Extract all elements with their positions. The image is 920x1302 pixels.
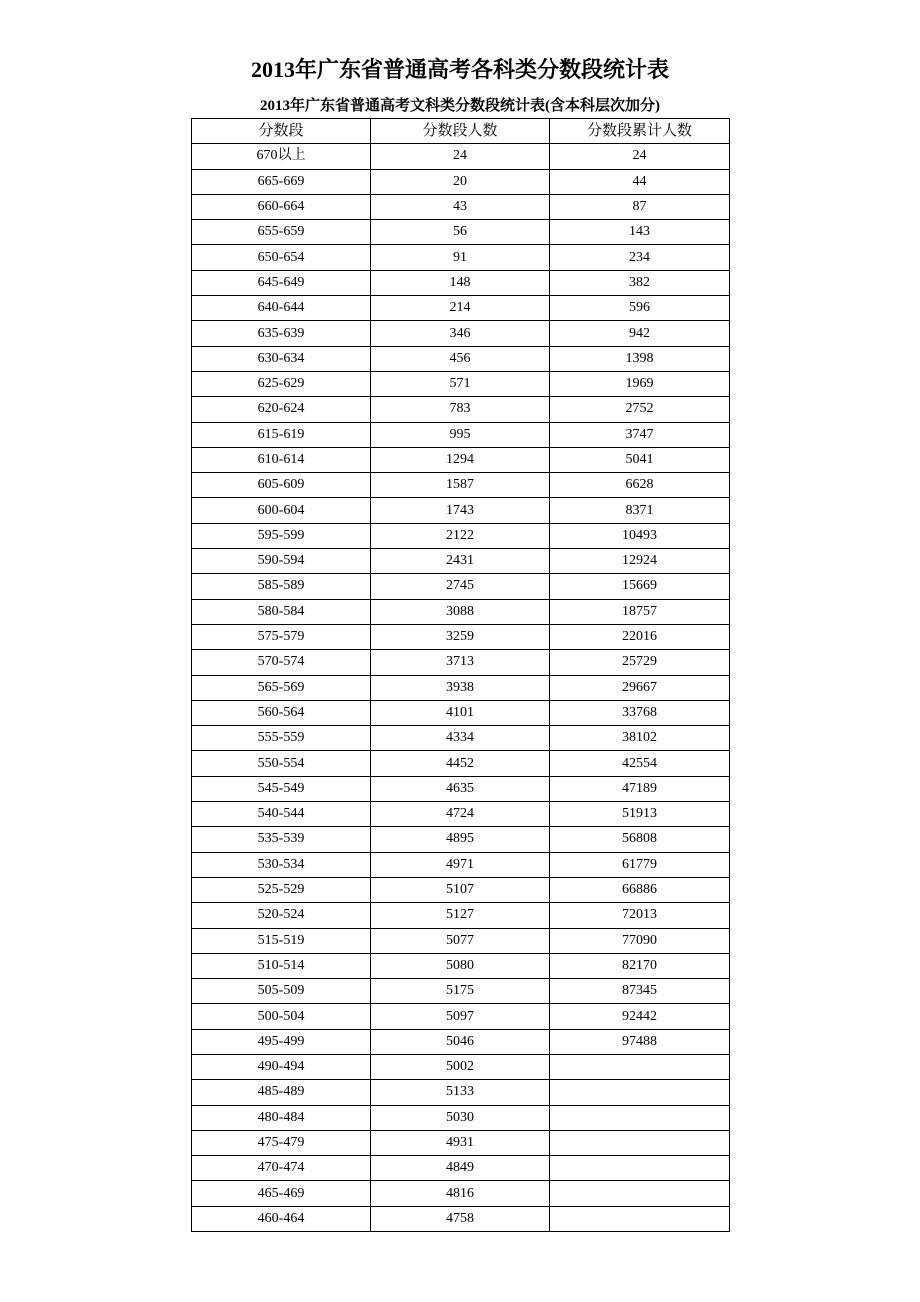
table-row	[192, 1181, 730, 1206]
table-row	[192, 928, 730, 953]
count-cell: 5133	[371, 1080, 550, 1105]
score-range-cell: 665-669	[192, 169, 371, 194]
cumulative-count-cell: 38102	[550, 726, 730, 751]
cumulative-count-cell	[550, 1156, 730, 1181]
count-cell: 43	[371, 194, 550, 219]
count-cell: 4724	[371, 802, 550, 827]
count-cell: 1743	[371, 498, 550, 523]
count-cell: 148	[371, 270, 550, 295]
count-cell: 5077	[371, 928, 550, 953]
table-row	[192, 624, 730, 649]
cumulative-count-cell: 44	[550, 169, 730, 194]
cumulative-count-cell: 47189	[550, 776, 730, 801]
score-range-cell: 630-634	[192, 346, 371, 371]
count-cell: 4931	[371, 1130, 550, 1155]
count-cell: 4895	[371, 827, 550, 852]
score-range-cell: 640-644	[192, 296, 371, 321]
table-row	[192, 498, 730, 523]
table-row	[192, 194, 730, 219]
cumulative-count-cell: 87345	[550, 979, 730, 1004]
cumulative-count-cell: 1969	[550, 371, 730, 396]
score-range-cell: 560-564	[192, 700, 371, 725]
score-range-cell: 595-599	[192, 523, 371, 548]
cumulative-count-cell: 72013	[550, 903, 730, 928]
score-range-cell: 465-469	[192, 1181, 371, 1206]
count-cell: 24	[371, 144, 550, 169]
table-row	[192, 979, 730, 1004]
cumulative-count-cell: 5041	[550, 447, 730, 472]
score-range-cell: 460-464	[192, 1206, 371, 1231]
table-row	[192, 675, 730, 700]
cumulative-count-cell: 6628	[550, 473, 730, 498]
count-cell: 5127	[371, 903, 550, 928]
cumulative-count-cell: 25729	[550, 650, 730, 675]
header-score-range: 分数段	[192, 119, 371, 144]
score-range-cell: 515-519	[192, 928, 371, 953]
score-range-cell: 660-664	[192, 194, 371, 219]
cumulative-count-cell: 51913	[550, 802, 730, 827]
count-cell: 4334	[371, 726, 550, 751]
score-range-cell: 635-639	[192, 321, 371, 346]
score-range-cell: 540-544	[192, 802, 371, 827]
cumulative-count-cell: 596	[550, 296, 730, 321]
score-range-cell: 670以上	[192, 144, 371, 169]
count-cell: 4101	[371, 700, 550, 725]
header-count: 分数段人数	[371, 119, 550, 144]
document-title: 2013年广东省普通高考各科类分数段统计表	[250, 57, 669, 82]
score-range-cell: 500-504	[192, 1004, 371, 1029]
cumulative-count-cell: 3747	[550, 422, 730, 447]
table-row	[192, 726, 730, 751]
score-range-cell: 495-499	[192, 1029, 371, 1054]
table-row	[192, 1004, 730, 1029]
table-row	[192, 700, 730, 725]
cumulative-count-cell: 82170	[550, 953, 730, 978]
score-range-cell: 545-549	[192, 776, 371, 801]
score-range-cell: 600-604	[192, 498, 371, 523]
table-header-row	[192, 119, 730, 144]
count-cell: 2745	[371, 574, 550, 599]
cumulative-count-cell: 2752	[550, 397, 730, 422]
score-range-cell: 590-594	[192, 549, 371, 574]
cumulative-count-cell: 12924	[550, 549, 730, 574]
cumulative-count-cell: 1398	[550, 346, 730, 371]
table-row	[192, 877, 730, 902]
table-row	[192, 144, 730, 169]
count-cell: 1587	[371, 473, 550, 498]
table-row	[192, 650, 730, 675]
score-range-cell: 480-484	[192, 1105, 371, 1130]
count-cell: 783	[371, 397, 550, 422]
cumulative-count-cell: 24	[550, 144, 730, 169]
score-range-cell: 555-559	[192, 726, 371, 751]
score-range-cell: 520-524	[192, 903, 371, 928]
count-cell: 5107	[371, 877, 550, 902]
score-range-cell: 565-569	[192, 675, 371, 700]
count-cell: 5030	[371, 1105, 550, 1130]
count-cell: 20	[371, 169, 550, 194]
table-row	[192, 1130, 730, 1155]
cumulative-count-cell: 66886	[550, 877, 730, 902]
header-cumulative-count: 分数段累计人数	[550, 119, 730, 144]
table-row	[192, 346, 730, 371]
count-cell: 5080	[371, 953, 550, 978]
table-row	[192, 270, 730, 295]
cumulative-count-cell: 22016	[550, 624, 730, 649]
cumulative-count-cell	[550, 1054, 730, 1079]
count-cell: 1294	[371, 447, 550, 472]
cumulative-count-cell: 10493	[550, 523, 730, 548]
table-row	[192, 473, 730, 498]
cumulative-count-cell	[550, 1130, 730, 1155]
score-range-cell: 650-654	[192, 245, 371, 270]
count-cell: 56	[371, 220, 550, 245]
cumulative-count-cell: 29667	[550, 675, 730, 700]
cumulative-count-cell: 15669	[550, 574, 730, 599]
count-cell: 5097	[371, 1004, 550, 1029]
table-row	[192, 903, 730, 928]
table-row	[192, 447, 730, 472]
table-body	[192, 144, 730, 1232]
count-cell: 4635	[371, 776, 550, 801]
score-range-cell: 525-529	[192, 877, 371, 902]
score-range-cell: 605-609	[192, 473, 371, 498]
count-cell: 456	[371, 346, 550, 371]
table-subtitle: 2013年广东省普通高考文科类分数段统计表(含本科层次加分)	[260, 98, 660, 114]
table-row	[192, 523, 730, 548]
table-row	[192, 296, 730, 321]
table-row	[192, 1156, 730, 1181]
table-row	[192, 220, 730, 245]
count-cell: 4452	[371, 751, 550, 776]
cumulative-count-cell	[550, 1206, 730, 1231]
score-range-cell: 485-489	[192, 1080, 371, 1105]
table-row	[192, 397, 730, 422]
cumulative-count-cell: 87	[550, 194, 730, 219]
count-cell: 214	[371, 296, 550, 321]
count-cell: 2431	[371, 549, 550, 574]
count-cell: 995	[371, 422, 550, 447]
score-range-cell: 580-584	[192, 599, 371, 624]
score-range-cell: 575-579	[192, 624, 371, 649]
count-cell: 4849	[371, 1156, 550, 1181]
table-row	[192, 574, 730, 599]
cumulative-count-cell: 143	[550, 220, 730, 245]
table-row	[192, 245, 730, 270]
score-range-cell: 620-624	[192, 397, 371, 422]
cumulative-count-cell	[550, 1105, 730, 1130]
score-range-cell: 530-534	[192, 852, 371, 877]
score-range-cell: 585-589	[192, 574, 371, 599]
cumulative-count-cell: 234	[550, 245, 730, 270]
cumulative-count-cell: 42554	[550, 751, 730, 776]
table-row	[192, 1206, 730, 1231]
count-cell: 3088	[371, 599, 550, 624]
count-cell: 571	[371, 371, 550, 396]
score-distribution-table	[191, 118, 730, 1232]
table-row	[192, 599, 730, 624]
count-cell: 3259	[371, 624, 550, 649]
cumulative-count-cell	[550, 1181, 730, 1206]
score-range-cell: 625-629	[192, 371, 371, 396]
score-range-cell: 645-649	[192, 270, 371, 295]
count-cell: 5002	[371, 1054, 550, 1079]
score-range-cell: 570-574	[192, 650, 371, 675]
table-row	[192, 1105, 730, 1130]
cumulative-count-cell: 61779	[550, 852, 730, 877]
count-cell: 3713	[371, 650, 550, 675]
cumulative-count-cell: 8371	[550, 498, 730, 523]
count-cell: 3938	[371, 675, 550, 700]
score-range-cell: 550-554	[192, 751, 371, 776]
table-row	[192, 751, 730, 776]
cumulative-count-cell: 56808	[550, 827, 730, 852]
table-row	[192, 802, 730, 827]
table-row	[192, 1080, 730, 1105]
cumulative-count-cell: 77090	[550, 928, 730, 953]
table-row	[192, 422, 730, 447]
table-row	[192, 1054, 730, 1079]
cumulative-count-cell: 97488	[550, 1029, 730, 1054]
count-cell: 5046	[371, 1029, 550, 1054]
count-cell: 4816	[371, 1181, 550, 1206]
cumulative-count-cell: 92442	[550, 1004, 730, 1029]
score-range-cell: 655-659	[192, 220, 371, 245]
score-range-cell: 610-614	[192, 447, 371, 472]
score-range-cell: 470-474	[192, 1156, 371, 1181]
table-row	[192, 371, 730, 396]
table-row	[192, 852, 730, 877]
score-range-cell: 475-479	[192, 1130, 371, 1155]
table-row	[192, 953, 730, 978]
count-cell: 2122	[371, 523, 550, 548]
table-row	[192, 549, 730, 574]
count-cell: 91	[371, 245, 550, 270]
table-row	[192, 321, 730, 346]
score-range-cell: 505-509	[192, 979, 371, 1004]
table-row	[192, 169, 730, 194]
score-range-cell: 510-514	[192, 953, 371, 978]
count-cell: 5175	[371, 979, 550, 1004]
score-range-cell: 615-619	[192, 422, 371, 447]
count-cell: 346	[371, 321, 550, 346]
score-range-cell: 490-494	[192, 1054, 371, 1079]
table-row	[192, 1029, 730, 1054]
table-row	[192, 827, 730, 852]
cumulative-count-cell: 942	[550, 321, 730, 346]
cumulative-count-cell: 33768	[550, 700, 730, 725]
count-cell: 4758	[371, 1206, 550, 1231]
cumulative-count-cell: 18757	[550, 599, 730, 624]
count-cell: 4971	[371, 852, 550, 877]
cumulative-count-cell: 382	[550, 270, 730, 295]
score-range-cell: 535-539	[192, 827, 371, 852]
table-row	[192, 776, 730, 801]
cumulative-count-cell	[550, 1080, 730, 1105]
